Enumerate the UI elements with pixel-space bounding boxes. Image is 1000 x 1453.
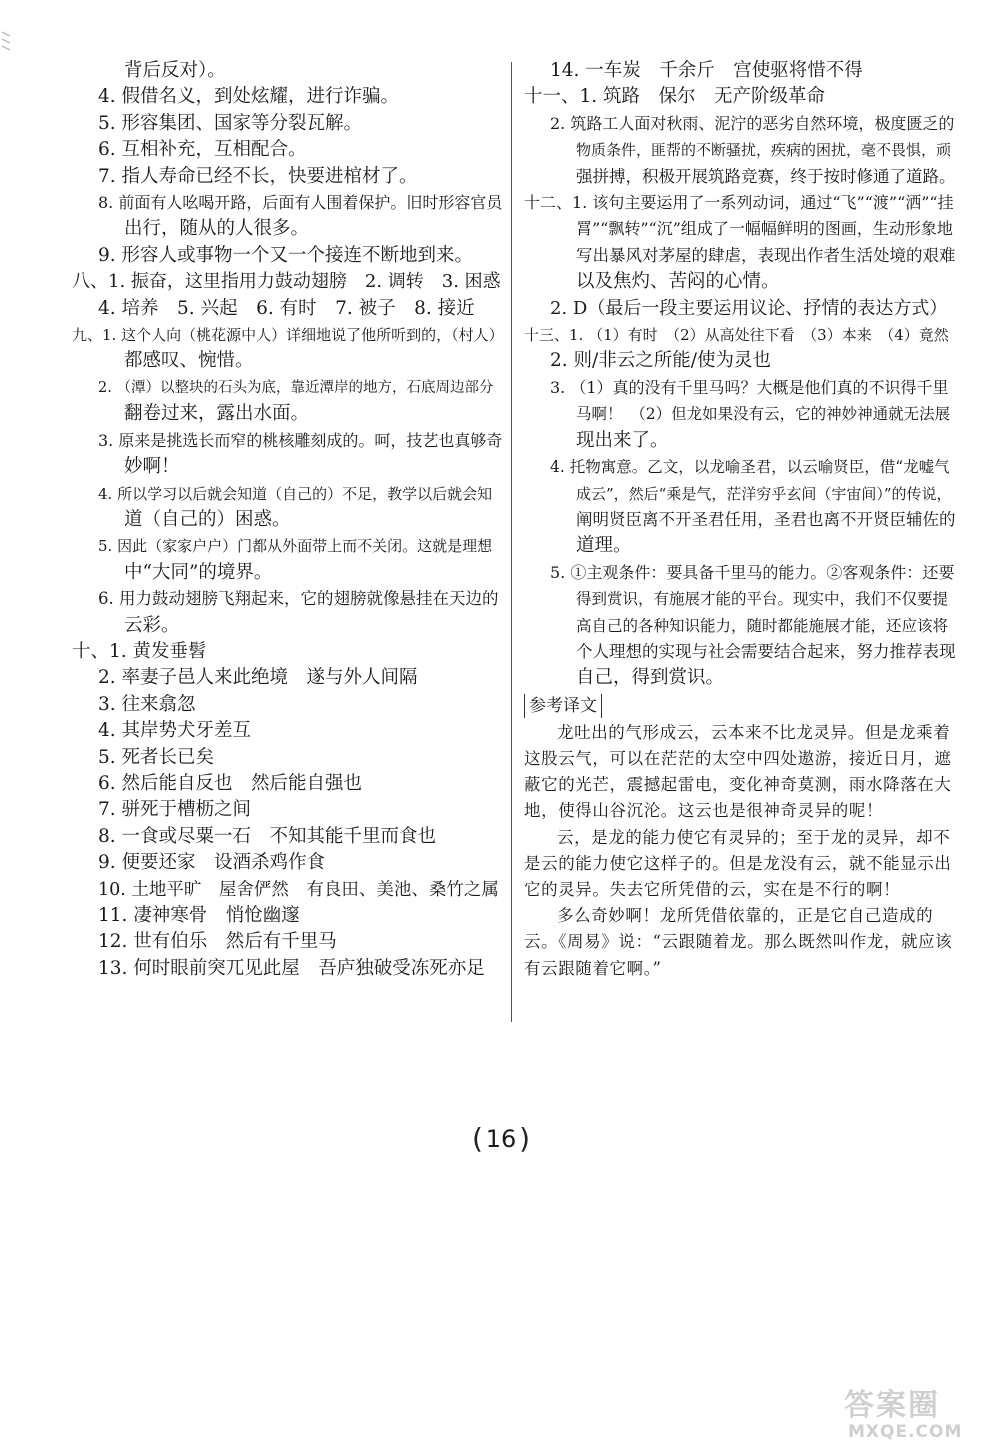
answer-line bbox=[72, 296, 504, 322]
answer-line bbox=[524, 111, 956, 137]
answer-text: 八、1. 振奋，这里指用力鼓动翅膀 2. 调转 3. 困惑 bbox=[72, 271, 501, 293]
answer-text: 6. 互相补充，互相配合。 bbox=[98, 139, 307, 161]
answer-line bbox=[72, 560, 504, 586]
answer-line bbox=[72, 507, 504, 533]
answer-text: 2. （潭）以整块的石头为底，靠近潭岸的地方，石底周边部分 bbox=[98, 379, 494, 396]
answer-text: 5. 因此（家家户户）门都从外面带上而不关闭。这就是理想 bbox=[98, 537, 493, 556]
answer-line bbox=[72, 665, 504, 691]
answer-text: 十三、1. （1）有时 （2）从高处往下看 （3）本来 （4）竟然 bbox=[524, 326, 949, 345]
answer-text: 10. 土地平旷 屋舍俨然 有良田、美池、桑竹之属 bbox=[98, 879, 499, 900]
translation-paragraph: 云，是龙的能力使它有灵异的；至于龙的灵异，却不是云的能力使它这样子的。但是龙没有云，就不能显示出它的灵异。失去它所凭借的云，实在是不行的啊！ bbox=[524, 827, 952, 899]
answer-line bbox=[72, 243, 504, 269]
answer-line bbox=[524, 375, 956, 401]
answer-text: 4. 假借名义，到处炫耀，进行诈骗。 bbox=[98, 86, 400, 108]
reference-translation-text bbox=[524, 720, 956, 982]
answer-line bbox=[524, 454, 956, 480]
answer-line bbox=[72, 692, 504, 718]
answer-line bbox=[524, 665, 956, 691]
answer-line bbox=[524, 58, 956, 84]
watermark-url: MXQE.COM bbox=[848, 1422, 963, 1442]
watermark-logo: 答案圈 bbox=[844, 1388, 940, 1423]
answer-line bbox=[72, 586, 504, 612]
answer-text: 2. 率妻子邑人来此绝境 遂与外人间隔 bbox=[98, 667, 418, 689]
answer-line bbox=[524, 348, 956, 374]
answer-line bbox=[72, 956, 504, 982]
answer-line bbox=[524, 243, 956, 269]
answer-text: 2. D（最后一段主要运用议论、抒情的表达方式） bbox=[550, 297, 948, 319]
answer-line bbox=[72, 216, 504, 242]
answer-text: 道理。 bbox=[576, 535, 632, 557]
answer-text: 3. 往来翕忽 bbox=[98, 693, 196, 715]
answer-line bbox=[524, 507, 956, 533]
answer-text: 出行，随从的人很多。 bbox=[124, 218, 310, 240]
answer-text: 7. 骈死于槽枥之间 bbox=[98, 799, 252, 821]
answer-text: 5. 形容集团、国家等分裂瓦解。 bbox=[98, 112, 363, 134]
answer-text: 现出来了。 bbox=[576, 429, 669, 451]
answer-line bbox=[524, 84, 956, 110]
answer-text: 13. 何时眼前突兀见此屋 吾庐独破受冻死亦足 bbox=[98, 957, 485, 979]
right-answer-column bbox=[524, 58, 956, 982]
answer-line bbox=[524, 639, 956, 665]
answer-line bbox=[72, 428, 504, 454]
answer-line bbox=[72, 84, 504, 110]
answer-text: 十一、1. 筑路 保尔 无产阶级革命 bbox=[524, 86, 826, 108]
answer-line bbox=[524, 322, 956, 348]
binding-mark bbox=[0, 30, 12, 52]
answer-text: 6. 用力鼓动翅膀飞翔起来，它的翅膀就像悬挂在天边的 bbox=[98, 589, 499, 609]
answer-text: 9. 形容人或事物一个又一个接连不断地到来。 bbox=[98, 244, 474, 266]
answer-line bbox=[524, 137, 956, 163]
answer-text: 5. ①主观条件：要具备千里马的能力。②客观条件：还要 bbox=[550, 562, 955, 582]
answer-line bbox=[524, 190, 956, 216]
page-number: 16 bbox=[485, 1125, 517, 1153]
translation-paragraph: 多么奇妙啊！龙所凭借依靠的，正是它自己造成的云。《周易》说：“云跟随着龙。那么既然叫作龙，就应该有云跟随着它啊。” bbox=[524, 906, 953, 978]
answer-line bbox=[72, 375, 504, 401]
answer-text: 个人理想的实现与社会需要结合起来，努力推荐表现 bbox=[576, 641, 956, 661]
answer-text: 云彩。 bbox=[124, 614, 180, 636]
answer-text: 4. 所以学习以后就会知道（自己的）不足，教学以后就会知 bbox=[98, 484, 493, 503]
answer-text: 写出暴风对茅屋的肆虐，表现出作者生活处境的艰难 bbox=[576, 245, 956, 265]
answer-text: 7. 指人寿命已经不长，快要进棺材了。 bbox=[98, 165, 418, 187]
answer-text: 5. 死者长已矣 bbox=[98, 746, 215, 768]
answer-text: 道（自己的）困惑。 bbox=[124, 508, 291, 530]
answer-line bbox=[72, 190, 504, 216]
answer-text: 11. 凄神寒骨 悄怆幽邃 bbox=[98, 905, 300, 926]
right-answer-list bbox=[524, 58, 956, 692]
answer-text: 中“大同”的境界。 bbox=[124, 561, 273, 583]
answer-text: 背后反对）。 bbox=[124, 60, 226, 81]
answer-line bbox=[72, 401, 504, 427]
answer-line bbox=[72, 111, 504, 137]
answer-text: 十二、1. 该句主要运用了一系列动词，通过“飞”“渡”“洒”“挂 bbox=[524, 193, 954, 213]
answer-text: 十、1. 黄发垂髫 bbox=[72, 640, 207, 662]
answer-line bbox=[72, 929, 504, 955]
answer-text: 9. 便要还家 设酒杀鸡作食 bbox=[98, 852, 326, 874]
answer-text: 物质条件，匪帮的不断骚扰，疾病的困扰，毫不畏惧，顽 bbox=[576, 141, 952, 160]
answer-line bbox=[524, 481, 956, 507]
page-number-badge bbox=[470, 1122, 532, 1156]
answer-text: 以及焦灼、苦闷的心情。 bbox=[576, 271, 780, 293]
answer-text: 罥”“飘转”“沉”组成了一幅幅鲜明的图画，生动形象地 bbox=[576, 219, 953, 239]
answer-line bbox=[72, 533, 504, 559]
right-brace-ornament: ) bbox=[519, 1122, 530, 1155]
answer-line bbox=[524, 560, 956, 586]
answer-line bbox=[72, 454, 504, 480]
answer-text: 马啊！ （2）但龙如果没有云，它的神妙神通就无法展 bbox=[576, 405, 951, 424]
column-divider bbox=[511, 62, 512, 1022]
answer-text: 2. 则/非云之所能/使为灵也 bbox=[550, 350, 771, 372]
answer-text: 3. 原来是挑选长而窄的桃核雕刻成的。呵，技艺也真够奇 bbox=[98, 430, 503, 450]
site-watermark bbox=[838, 1380, 988, 1446]
answer-text: 6. 然后能自反也 然后能自强也 bbox=[98, 772, 363, 794]
answer-text: 妙啊！ bbox=[124, 456, 180, 478]
answer-line bbox=[72, 903, 504, 929]
answer-line bbox=[72, 58, 504, 84]
answer-line bbox=[72, 850, 504, 876]
answer-text: 自己，得到赏识。 bbox=[576, 667, 725, 689]
answer-line bbox=[72, 348, 504, 374]
answer-line bbox=[524, 216, 956, 242]
answer-line bbox=[72, 613, 504, 639]
answer-line bbox=[72, 322, 504, 348]
answer-line bbox=[72, 137, 504, 163]
answer-line bbox=[72, 877, 504, 903]
answer-text: 12. 世有伯乐 然后有千里马 bbox=[98, 931, 337, 953]
answer-line bbox=[524, 296, 956, 322]
answer-line bbox=[524, 586, 956, 612]
answer-text: 都感叹、惋惜。 bbox=[124, 350, 254, 372]
translation-paragraph: 龙吐出的气形成云，云本来不比龙灵异。但是龙乘着这股云气，可以在茫茫的太空中四处遨游，接近日月，遮蔽它的光芒，震撼起雷电，变化神奇莫测，雨水降落在大地，使得山谷沉沦。这云也是很神奇灵异的呢！ bbox=[524, 722, 952, 821]
answer-text: 3. （1）真的没有千里马吗？大概是他们真的不识得千里 bbox=[550, 377, 949, 397]
reference-translation-heading: 参考译文 bbox=[524, 694, 602, 718]
answer-line bbox=[72, 771, 504, 797]
answer-text: 翻卷过来，露出水面。 bbox=[124, 403, 310, 425]
answer-text: 8. 一食或尽粟一石 不知其能千里而食也 bbox=[98, 825, 437, 847]
answer-line bbox=[72, 718, 504, 744]
answer-text: 4. 其岸势犬牙差互 bbox=[98, 720, 252, 742]
answer-line bbox=[72, 824, 504, 850]
answer-line bbox=[72, 164, 504, 190]
answer-line bbox=[524, 269, 956, 295]
answer-text: 阐明贤臣离不开圣君任用，圣君也离不开贤臣辅佐的 bbox=[576, 509, 956, 529]
answer-line bbox=[524, 428, 956, 454]
answer-line bbox=[524, 613, 956, 639]
answer-text: 8. 前面有人吆喝开路，后面有人围着保护。旧时形容官员 bbox=[98, 193, 503, 213]
answer-line bbox=[72, 481, 504, 507]
answer-text: 4. 托物寓意。乙文，以龙喻圣君，以云喻贤臣，借“龙嘘气 bbox=[550, 458, 950, 477]
answer-text: 九、1. 这个人向（桃花源中人）详细地说了他所听到的，（村人） bbox=[72, 326, 504, 345]
answer-text: 14. 一车炭 千余斤 宫使驱将惜不得 bbox=[550, 60, 863, 81]
answer-text: 高自己的各种知识能力，随时都能施展才能，还应该将 bbox=[576, 616, 949, 635]
answer-line bbox=[524, 401, 956, 427]
answer-line bbox=[72, 745, 504, 771]
answer-line bbox=[72, 639, 504, 665]
answer-text: 4. 培养 5. 兴起 6. 有时 7. 被子 8. 接近 bbox=[98, 297, 475, 319]
answer-line bbox=[72, 797, 504, 823]
left-answer-column bbox=[72, 58, 504, 982]
answer-line bbox=[524, 164, 956, 190]
left-brace-ornament: ( bbox=[472, 1122, 483, 1155]
answer-line bbox=[72, 269, 504, 295]
answer-text: 强拼搏，积极开展筑路竞赛，终于按时修通了道路。 bbox=[576, 166, 956, 186]
answer-text: 成云”，然后“乘是气，茫洋穷乎玄间（宇宙间）”的传说， bbox=[576, 484, 952, 503]
answer-line bbox=[524, 533, 956, 559]
answer-text: 得到赏识，有施展才能的平台。现实中，我们不仅要提 bbox=[576, 590, 949, 609]
answer-text: 2. 筑路工人面对秋雨、泥泞的恶劣自然环境，极度匮乏的 bbox=[550, 113, 955, 133]
